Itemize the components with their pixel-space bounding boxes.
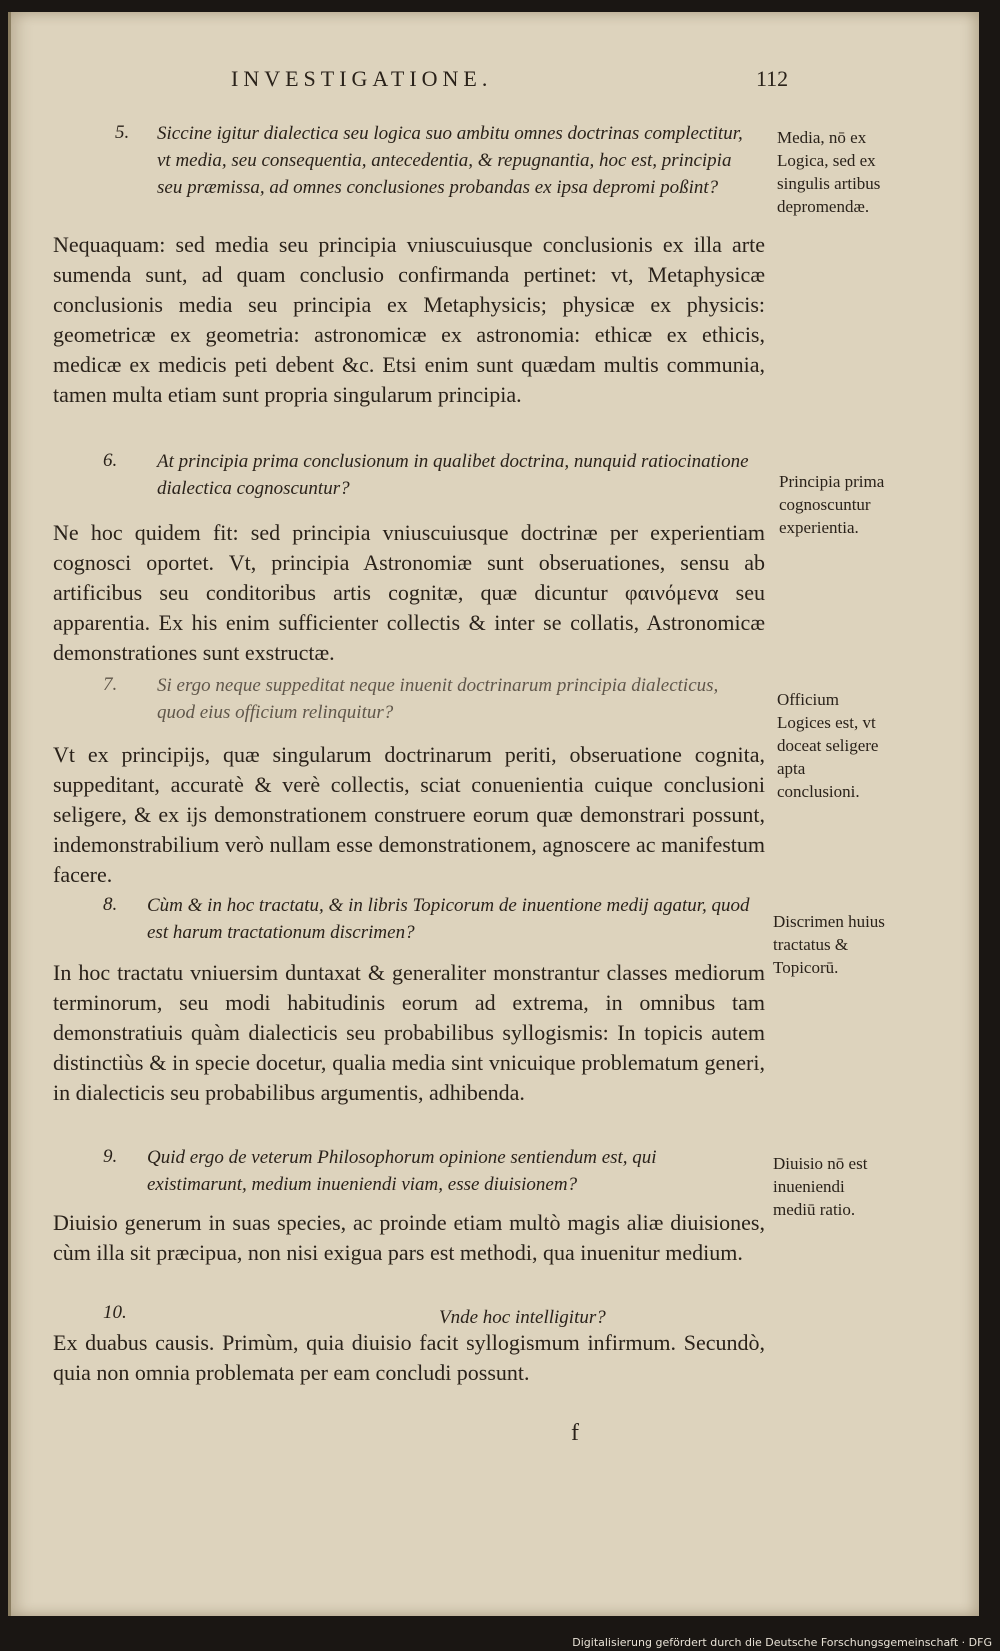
question-text: Cùm & in hoc tractatu, & in libris Topicorum de inuentione medij agatur, quod est harum tractationum discrimen? xyxy=(147,895,750,943)
signature-mark: f xyxy=(571,1420,579,1446)
margin-note: Principia prima cognoscuntur experientia. xyxy=(779,472,885,537)
question-number: 10. xyxy=(103,1302,127,1323)
answer-text: Nequaquam: sed media seu principia vniuscuiusque conclusionis ex illa arte sumenda sunt, ad quam conclusio confirmanda pertinet: vt, Metaphysicæ conclusionis media seu principia ex Metaphysicis; physicæ ex physicis: geometricæ ex geometria: astronomicæ ex astronomia: ethicæ ex ethicis, medicæ ex medicis peti debent &c. Etsi enim sunt quædam multis communia, tamen multa etiam sunt propria singularum principia. xyxy=(53,232,765,407)
question-text: Siccine igitur dialectica seu logica suo ambitu omnes doctrinas complectitur, vt media, seu consequentia, antecedentia, & repugnantia, hoc est, principia seu præmissa, ad omnes conclusiones probandas ex ipsa depromi poßint? xyxy=(157,123,743,198)
answer-text: Ex duabus causis. Primùm, quia diuisio facit syllogismum infirmum. Secundò, quia non omnia problemata per eam concludi possunt. xyxy=(53,1330,765,1385)
question-text: Si ergo neque suppeditat neque inuenit doctrinarum principia dialecticus, quod eius officium relinquitur? xyxy=(157,675,719,723)
question-number: 9. xyxy=(103,1146,118,1167)
question-text: Vnde hoc intelligitur? xyxy=(439,1307,606,1328)
book-page xyxy=(8,12,979,1616)
answer-text: In hoc tractatu vniuersim duntaxat & generaliter monstrantur classes mediorum terminorum, seu modi habitudinis eorum ad extrema, in omnibus tam demonstratiuis quàm dialecticis seu probabilibus syllogismis: In topicis autem distinctiùs & in specie docetur, qualia media sint vnicuique problematum generi, in dialecticis seu probabilibus argumentis, adhibenda. xyxy=(53,960,765,1105)
question-number: 6. xyxy=(103,450,118,471)
margin-note: Diuisio nō est inueniendi mediū ratio. xyxy=(773,1154,868,1219)
question-text: Quid ergo de veterum Philosophorum opinione sentiendum est, qui existimarunt, medium inueniendi viam, esse diuisionem? xyxy=(147,1147,657,1195)
answer-text: Vt ex principijs, quæ singularum doctrinarum periti, obseruatione cognita, suppeditant, accuratè & verè collectis, sciat conuenientia cuique conclusioni seligere, & ex ijs demonstrationem construere eorum quæ demonstrari possunt, indemonstrabilium verò nullam esse demonstrationem, agnoscere ac manifestum facere. xyxy=(53,742,765,887)
margin-note: Discrimen huius tractatus & Topicorū. xyxy=(773,912,885,977)
question-number: 7. xyxy=(103,674,118,695)
digitization-credit: Digitalisierung gefördert durch die Deutsche Forschungsgemeinschaft · DFG xyxy=(572,1636,992,1649)
question-number: 5. xyxy=(115,122,130,143)
running-title: INVESTIGATIONE. xyxy=(231,66,493,91)
answer-text: Diuisio generum in suas species, ac proinde etiam multò magis aliæ diuisiones, cùm illa sit præcipua, non nisi exigua pars est methodi, qua inuenitur medium. xyxy=(53,1210,765,1265)
margin-note: Officium Logices est, vt doceat seligere apta conclusioni. xyxy=(777,690,879,801)
question-text: At principia prima conclusionum in qualibet doctrina, nunquid ratiocinatione dialectica cognoscuntur? xyxy=(157,451,749,499)
question-number: 8. xyxy=(103,894,118,915)
answer-text: Ne hoc quidem fit: sed principia vniuscuiusque doctrinæ per experientiam cognosci oportet. Vt, principia Astronomiæ sunt obseruationes, sensu ab artificibus seu conditoribus artis cognitæ, quæ dicuntur φαινόμενα seu apparentia. Ex his enim sufficienter collectis & inter se collatis, Astronomicæ demonstrationes sunt exstructæ. xyxy=(53,520,765,665)
margin-note: Media, nō ex Logica, sed ex singulis artibus depromendæ. xyxy=(777,128,881,216)
page-number: 112 xyxy=(756,66,789,91)
